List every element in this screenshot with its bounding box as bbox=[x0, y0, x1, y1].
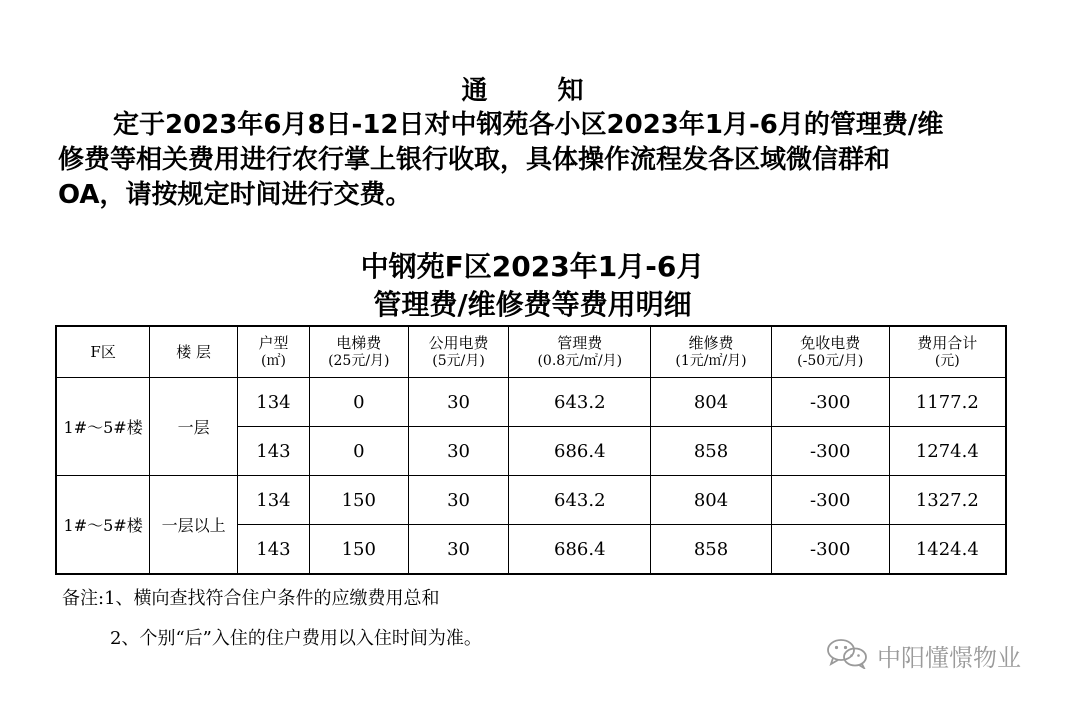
notice-line-2: 修费等相关费用进行农行掌上银行收取，具体操作流程发各区域微信群和 bbox=[58, 145, 891, 175]
building-cell: 1#～5#楼 bbox=[56, 378, 150, 476]
table-cell: 643.2 bbox=[509, 378, 651, 427]
table-cell: 858 bbox=[651, 427, 772, 476]
table-cell: 1274.4 bbox=[889, 427, 1006, 476]
table-title-line-2: 管理费/维修费等费用明细 bbox=[373, 288, 692, 321]
header-area: F区 bbox=[56, 326, 150, 378]
header-elevator-fee: 电梯费 (25元/月) bbox=[309, 326, 408, 378]
header-electricity-waiver: 免收电费 (-50元/月) bbox=[771, 326, 889, 378]
table-cell: 858 bbox=[651, 525, 772, 575]
table-cell: 150 bbox=[309, 476, 408, 525]
header-maintenance-fee: 维修费 (1元/㎡/月) bbox=[651, 326, 772, 378]
note-2: 2、个别“后”入住的住户费用以入住时间为准。 bbox=[110, 628, 482, 649]
table-cell: 134 bbox=[238, 378, 310, 427]
floor-cell: 一层 bbox=[150, 378, 238, 476]
table-cell: 0 bbox=[309, 378, 408, 427]
building-cell: 1#～5#楼 bbox=[56, 476, 150, 575]
table-cell: 686.4 bbox=[509, 525, 651, 575]
watermark-text: 中阳懂憬物业 bbox=[877, 643, 1021, 672]
header-management-fee: 管理费 (0.8元/㎡/月) bbox=[509, 326, 651, 378]
table-cell: -300 bbox=[771, 525, 889, 575]
notice-line-3: OA，请按规定时间进行交费。 bbox=[58, 180, 412, 210]
table-cell: -300 bbox=[771, 476, 889, 525]
watermark bbox=[825, 638, 1021, 672]
wechat-icon bbox=[825, 637, 869, 673]
table-cell: 143 bbox=[238, 525, 310, 575]
table-cell: 1177.2 bbox=[889, 378, 1006, 427]
table-cell: 30 bbox=[408, 427, 509, 476]
table-title-line-1: 中钢苑F区2023年1月-6月 bbox=[360, 250, 705, 283]
table-cell: 804 bbox=[651, 476, 772, 525]
table-cell: 30 bbox=[408, 476, 509, 525]
note-1: 备注:1、横向查找符合住户条件的应缴费用总和 bbox=[62, 588, 440, 609]
notice-title: 通知 bbox=[461, 76, 654, 106]
floor-cell: 一层以上 bbox=[150, 476, 238, 575]
table-cell: 0 bbox=[309, 427, 408, 476]
fee-table bbox=[55, 325, 1007, 575]
table-row bbox=[56, 476, 1006, 525]
header-public-electricity: 公用电费 (5元/月) bbox=[408, 326, 509, 378]
table-cell: 150 bbox=[309, 525, 408, 575]
table-cell: 134 bbox=[238, 476, 310, 525]
table-cell: 1424.4 bbox=[889, 525, 1006, 575]
header-total: 费用合计 (元) bbox=[889, 326, 1006, 378]
notice-body bbox=[58, 108, 1018, 213]
table-cell: 30 bbox=[408, 378, 509, 427]
table-cell: -300 bbox=[771, 427, 889, 476]
table-row bbox=[56, 378, 1006, 427]
table-cell: 804 bbox=[651, 378, 772, 427]
header-floor: 楼 层 bbox=[150, 326, 238, 378]
table-cell: 686.4 bbox=[509, 427, 651, 476]
table-cell: 643.2 bbox=[509, 476, 651, 525]
table-header-row bbox=[56, 326, 1006, 378]
header-unit-size: 户型 (㎡) bbox=[238, 326, 310, 378]
table-cell: -300 bbox=[771, 378, 889, 427]
table-cell: 1327.2 bbox=[889, 476, 1006, 525]
notice-line-1: 定于2023年6月8日-12日对中钢苑各小区2023年1月-6月的管理费/维 bbox=[113, 110, 944, 140]
table-cell: 143 bbox=[238, 427, 310, 476]
table-cell: 30 bbox=[408, 525, 509, 575]
